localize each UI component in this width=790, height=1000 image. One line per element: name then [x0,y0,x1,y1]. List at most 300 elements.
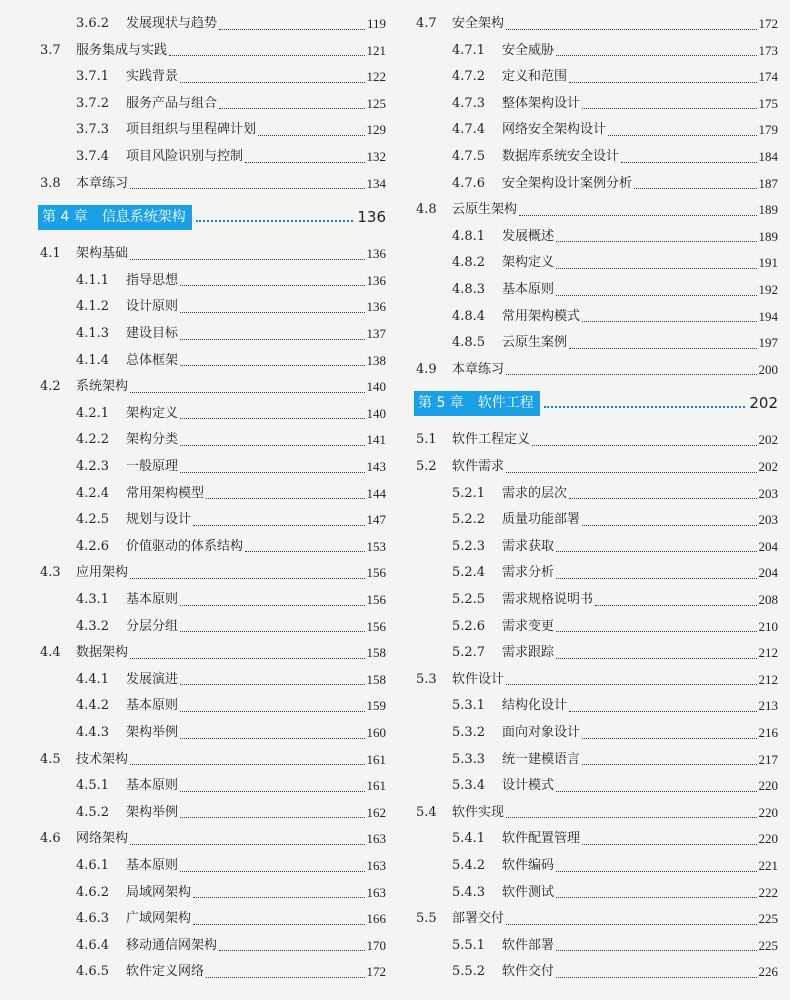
toc-entry-5-4[interactable] [416,800,778,826]
section-title: 需求获取 [502,538,555,554]
section-title: 软件设计 [452,671,505,687]
toc-entry-5-2-7[interactable] [452,640,778,666]
section-number: 5.1 [416,432,437,448]
section-title: 实践背景 [126,69,179,85]
page-number: 220 [758,804,778,820]
page-number: 200 [758,361,778,377]
toc-entry-4-2-3[interactable] [76,454,386,480]
section-number: 4.2.2 [76,432,110,448]
section-number: 4.4.1 [76,671,110,687]
dot-leader [532,445,756,446]
toc-entry-5-5[interactable] [416,906,778,932]
toc-entry-5-2-1[interactable] [452,481,778,507]
section-number: 3.6.2 [76,16,110,31]
toc-entry-4-7-3[interactable] [452,91,778,117]
dot-leader [180,445,364,446]
page-number: 147 [366,512,386,528]
toc-entry-5-3-3[interactable] [452,747,778,773]
section-title: 软件交付 [502,964,555,980]
toc-entry-4-2-1[interactable] [76,401,386,427]
toc-entry-3-8[interactable] [40,171,386,197]
toc-entry-4-6[interactable] [40,826,386,852]
section-number: 5.4 [416,804,437,820]
dot-leader [180,82,364,83]
page-number: 184 [758,149,778,164]
section-title: 基本原则 [126,592,179,607]
dot-leader [219,108,364,109]
dot-leader [245,551,364,552]
page-number: 166 [366,911,386,927]
section-number: 3.8 [40,175,61,191]
toc-entry-4-1-4[interactable] [76,348,386,374]
toc-entry-5-3-4[interactable] [452,773,778,799]
section-number: 4.7.2 [452,69,486,85]
toc-entry-5-2-4[interactable] [452,560,778,586]
toc-entry-4-5-1[interactable] [76,773,386,799]
section-title: 分层分组 [126,618,179,634]
section-title: 架构举例 [126,725,179,740]
section-number: 4.4 [40,645,61,661]
page-number: 191 [758,255,778,271]
page-number: 192 [758,282,778,297]
page-number: 222 [758,884,778,900]
section-title: 软件定义网络 [126,964,205,980]
section-title: 服务集成与实践 [76,42,168,58]
section-title: 基本原则 [502,282,555,297]
section-title: 软件配置管理 [502,831,581,847]
toc-entry-5-3[interactable] [416,667,778,693]
section-title: 数据架构 [76,645,129,661]
toc-entry-4-6-5[interactable] [76,959,386,985]
section-title: 应用架构 [76,565,129,581]
toc-entry-5-2-2[interactable] [452,507,778,533]
page-number: 161 [366,778,386,794]
section-number: 4.8.5 [452,335,486,351]
section-number: 4.6.1 [76,858,110,873]
section-title: 项目组织与里程碑计划 [126,122,257,138]
page-number: 122 [366,69,386,85]
dot-leader [582,844,756,845]
toc-entry-4-1-2[interactable] [76,294,386,320]
section-number: 5.3.1 [452,698,486,714]
page-number: 187 [758,175,778,191]
toc-entry-4-8-5[interactable] [452,330,778,356]
dot-leader [582,738,756,739]
section-title: 需求跟踪 [502,645,555,661]
dot-leader [180,472,364,473]
section-title: 定义和范围 [502,69,568,85]
section-number: 4.1 [40,246,61,262]
toc-entry-4-2-2[interactable] [76,427,386,453]
toc-entry-5-4-1[interactable] [452,826,778,852]
dot-leader [180,312,364,313]
page-number: 158 [366,671,386,687]
dot-leader [569,348,756,349]
section-title: 数据库系统安全设计 [502,149,620,164]
toc-entry-4-2-6[interactable] [76,534,386,560]
toc-entry-4-8-3[interactable] [452,277,778,303]
page-number: 163 [366,831,386,847]
chapter-heading[interactable] [38,203,386,231]
toc-entry-4-7-5[interactable] [452,144,778,170]
section-number: 5.3.3 [452,751,486,767]
dot-leader [506,374,756,375]
dot-leader [506,817,756,818]
toc-entry-4-6-2[interactable] [76,880,386,906]
page-number: 153 [366,538,386,554]
section-number: 4.7.3 [452,95,486,111]
toc-entry-4-3-1[interactable] [76,587,386,613]
toc-entry-5-4-3[interactable] [452,880,778,906]
dot-leader [219,950,364,951]
toc-entry-5-3-1[interactable] [452,693,778,719]
section-number: 4.4.3 [76,725,110,740]
page-number: 134 [366,175,386,191]
dot-leader [556,871,756,872]
section-number: 4.1.1 [76,272,110,288]
section-number: 4.6 [40,831,61,847]
dot-leader [556,295,756,296]
section-title: 基本原则 [126,778,179,794]
toc-entry-4-7-1[interactable] [452,38,778,64]
page-number: 162 [366,804,386,820]
toc-entry-4-2[interactable] [40,374,386,400]
section-title: 发展概述 [502,228,555,244]
page-number: 132 [366,149,386,164]
toc-entry-5-4-2[interactable] [452,853,778,879]
dot-leader [193,525,364,526]
dot-leader [258,135,364,136]
dot-leader [595,605,756,606]
toc-entry-4-7-2[interactable] [452,64,778,90]
page-number: 158 [366,645,386,661]
page-number: 220 [758,831,778,847]
page-number: 220 [758,778,778,794]
section-title: 网络安全架构设计 [502,122,607,138]
page-number: 226 [758,964,778,980]
section-number: 5.2.1 [452,485,486,501]
dot-leader [180,339,364,340]
section-number: 4.8.4 [452,308,486,324]
toc-entry-5-2-3[interactable] [452,534,778,560]
section-number: 4.2.5 [76,512,110,528]
section-title: 软件测试 [502,884,555,900]
section-number: 4.3.1 [76,592,110,607]
page-number: 136 [366,272,386,288]
dot-leader [506,924,756,925]
section-number: 4.6.2 [76,884,110,900]
toc-entry-4-6-1[interactable] [76,853,386,879]
section-number: 4.6.5 [76,964,110,980]
section-title: 需求规格说明书 [502,592,594,607]
page-number: 136 [366,246,386,262]
dot-leader [556,791,756,792]
dot-leader [582,525,756,526]
toc-entry-4-7-6[interactable] [452,171,778,197]
section-title: 移动通信网架构 [126,937,218,953]
dot-leader [582,108,756,109]
page-number: 138 [366,352,386,368]
dot-leader [180,285,364,286]
page-number: 221 [758,858,778,873]
toc-entry-4-5[interactable] [40,747,386,773]
section-number: 4.6.4 [76,937,110,953]
chapter-label-box [38,205,192,230]
section-title: 统一建模语言 [502,751,581,767]
page-number: 204 [758,538,778,554]
dot-leader [130,764,364,765]
dot-leader [544,406,746,408]
section-number: 4.7.6 [452,175,486,191]
dot-leader [519,215,756,216]
section-number: 5.4.2 [452,858,486,873]
section-title: 建设目标 [126,326,179,341]
section-number: 4.2.6 [76,538,110,554]
page-number: 174 [758,69,778,85]
toc-entry-3-7-1[interactable] [76,64,386,90]
page-number: 202 [758,459,778,474]
section-number: 3.7.3 [76,122,110,138]
section-number: 3.7.2 [76,95,110,111]
page-number: 203 [758,512,778,528]
page-number: 156 [366,618,386,634]
dot-leader [130,259,364,260]
section-number: 4.6.3 [76,911,110,927]
toc-entry-3-7-2[interactable] [76,91,386,117]
page-number: 217 [758,751,778,767]
section-number: 5.3.4 [452,778,486,794]
section-number: 4.9 [416,361,437,377]
dot-leader [608,135,756,136]
toc-entry-4-4-1[interactable] [76,667,386,693]
page-number: 129 [366,122,386,138]
section-title: 整体架构设计 [502,95,581,111]
section-number: 5.3 [416,671,437,687]
section-number: 4.7.4 [452,122,486,138]
toc-entry-4-1-1[interactable] [76,268,386,294]
toc-entry-4-1[interactable] [40,241,386,267]
section-number: 3.7 [40,42,61,58]
page-number: 202 [758,432,778,448]
chapter-page-number: 136 [357,208,386,227]
section-number: 4.3 [40,565,61,581]
page-number: 173 [758,42,778,58]
page-number: 203 [758,485,778,501]
page-number: 172 [366,964,386,980]
toc-entry-4-4-2[interactable] [76,693,386,719]
section-title: 总体框架 [126,352,179,368]
dot-leader [180,871,364,872]
toc-entry-4-4-3[interactable] [76,720,386,746]
section-title: 技术架构 [76,751,129,767]
section-number: 5.2.3 [452,538,486,554]
toc-entry-3-6-2[interactable] [76,11,386,37]
section-number: 4.3.2 [76,618,110,634]
section-number: 4.1.4 [76,352,110,368]
section-title: 软件编码 [502,858,555,873]
section-title: 安全架构设计案例分析 [502,175,633,191]
page-number: 159 [366,698,386,714]
section-title: 云原生案例 [502,335,568,351]
section-title: 架构基础 [76,246,129,262]
section-title: 基本原则 [126,858,179,873]
chapter-number: 第 4 章 [42,208,88,225]
toc-entry-3-7-4[interactable] [76,144,386,170]
page-number: 144 [366,485,386,501]
page-number: 179 [758,122,778,138]
toc-entry-4-4[interactable] [40,640,386,666]
section-number: 4.7.5 [452,149,486,164]
toc-entry-4-2-5[interactable] [76,507,386,533]
dot-leader [582,764,756,765]
toc-right-column [398,0,790,1000]
toc-entry-5-5-2[interactable] [452,959,778,985]
dot-leader [634,188,756,189]
section-number: 4.2 [40,379,61,395]
chapter-title: 软件工程 [477,394,534,411]
section-title: 部署交付 [452,911,505,927]
section-title: 架构举例 [126,804,179,820]
page-number: 225 [758,937,778,953]
page-number: 163 [366,884,386,900]
section-number: 5.4.3 [452,884,486,900]
page-number: 204 [758,565,778,581]
dot-leader [130,658,364,659]
dot-leader [556,658,756,659]
page-number: 213 [758,698,778,714]
section-number: 4.4.2 [76,698,110,714]
dot-leader [245,162,364,163]
section-title: 本章练习 [452,361,505,377]
page-number: 121 [366,42,386,58]
section-title: 软件需求 [452,459,505,474]
section-number: 4.5.1 [76,778,110,794]
toc-entry-3-7[interactable] [40,38,386,64]
chapter-label-box [414,391,540,416]
section-number: 4.1.3 [76,326,110,341]
dot-leader [180,418,364,419]
section-number: 5.3.2 [452,725,486,740]
dot-leader [556,268,756,269]
chapter-heading[interactable] [414,389,778,417]
toc-entry-4-2-4[interactable] [76,481,386,507]
dot-leader [621,162,756,163]
toc-entry-3-7-3[interactable] [76,117,386,143]
toc-entry-5-5-1[interactable] [452,933,778,959]
dot-leader [219,29,365,30]
toc-entry-5-2-6[interactable] [452,614,778,640]
toc-entry-4-3-2[interactable] [76,614,386,640]
section-title: 需求的层次 [502,485,568,501]
dot-leader [193,924,364,925]
toc-entry-4-6-3[interactable] [76,906,386,932]
page-number: 163 [366,858,386,873]
section-title: 网络架构 [76,831,129,847]
section-number: 5.2.7 [452,645,486,661]
section-title: 规划与设计 [126,512,192,528]
page-number: 156 [366,592,386,607]
toc-entry-4-7-4[interactable] [452,117,778,143]
dot-leader [206,498,364,499]
page-number: 172 [758,16,778,31]
toc-entry-4-8-4[interactable] [452,304,778,330]
toc-entry-4-8-2[interactable] [452,250,778,276]
section-title: 质量功能部署 [502,512,581,528]
page-number: 141 [366,432,386,448]
section-title: 安全威胁 [502,42,555,58]
dot-leader [180,791,364,792]
dot-leader [180,817,364,818]
section-number: 4.1.2 [76,299,110,315]
section-title: 常用架构模型 [126,485,205,501]
section-title: 基本原则 [126,698,179,714]
toc-entry-5-2-5[interactable] [452,587,778,613]
dot-leader [130,188,364,189]
dot-leader [180,365,364,366]
toc-entry-5-2[interactable] [416,454,778,480]
dot-leader [180,631,364,632]
dot-leader [556,977,756,978]
toc-entry-4-9[interactable] [416,357,778,383]
section-title: 指导思想 [126,272,179,288]
section-number: 5.5.1 [452,937,486,953]
toc-entry-4-1-3[interactable] [76,321,386,347]
toc-entry-4-5-2[interactable] [76,800,386,826]
toc-entry-5-3-2[interactable] [452,720,778,746]
section-title: 软件部署 [502,937,555,953]
toc-entry-4-6-4[interactable] [76,933,386,959]
section-title: 架构分类 [126,432,179,448]
toc-entry-4-8-1[interactable] [452,224,778,250]
section-number: 4.8.1 [452,228,486,244]
dot-leader [196,220,354,222]
section-number: 5.2.6 [452,618,486,634]
toc-entry-4-3[interactable] [40,560,386,586]
page-number: 119 [366,16,386,31]
toc-entry-4-8[interactable] [416,197,778,223]
dot-leader [556,631,756,632]
page-number: 140 [366,379,386,395]
dot-leader [556,55,756,56]
section-title: 面向对象设计 [502,725,581,740]
section-title: 软件实现 [452,804,505,820]
dot-leader [556,897,756,898]
page-number: 189 [758,202,778,218]
section-number: 5.5.2 [452,964,486,980]
dot-leader [180,605,364,606]
dot-leader [130,844,364,845]
dot-leader [569,82,756,83]
section-number: 4.7 [416,16,437,31]
toc-entry-4-7[interactable] [416,11,778,37]
chapter-number: 第 5 章 [418,394,464,411]
page-number: 170 [366,937,386,953]
section-number: 4.8.3 [452,282,486,297]
dot-leader [180,711,364,712]
section-title: 设计模式 [502,778,555,794]
section-title: 设计原则 [126,299,179,315]
section-title: 局域网架构 [126,884,192,900]
section-number: 4.5 [40,751,61,767]
toc-entry-5-1[interactable] [416,427,778,453]
page-number: 212 [758,671,778,687]
section-title: 项目风险识别与控制 [126,149,244,164]
dot-leader [569,711,756,712]
page-number: 210 [758,618,778,634]
dot-leader [556,950,756,951]
section-title: 常用架构模式 [502,308,581,324]
page-number: 189 [758,228,778,244]
